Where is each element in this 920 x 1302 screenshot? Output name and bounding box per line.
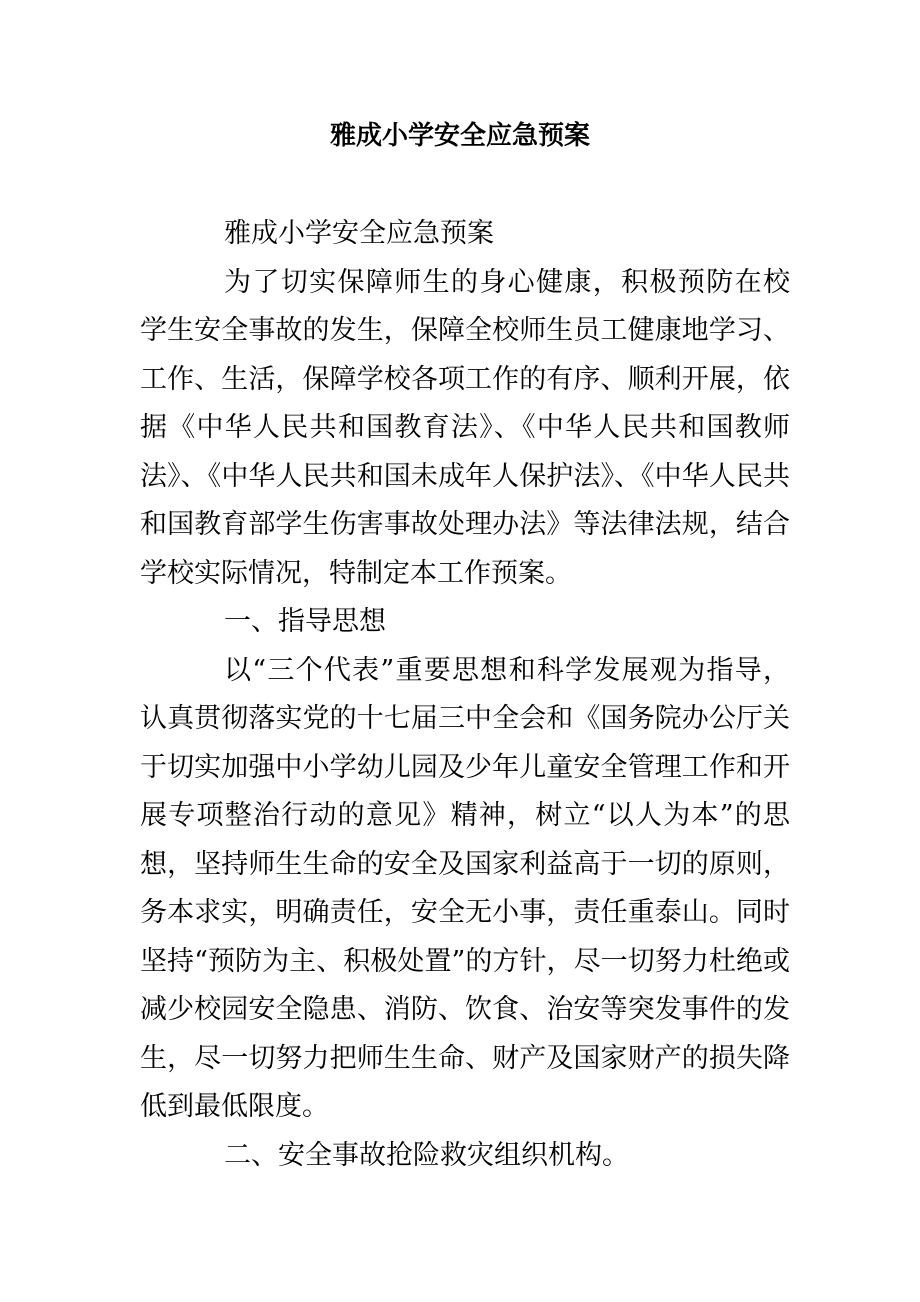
section-heading-guiding-ideology: 一、指导思想 [224, 606, 386, 637]
section-heading-organization: 二、安全事故抢险救灾组织机构。 [224, 1139, 629, 1171]
document-body [140, 210, 790, 1180]
document-title: 雅成小学安全应急预案 [329, 121, 590, 151]
paragraph-guiding-ideology: 以“三个代表”重要思想和科学发展观为指导，认真贯彻落实党的十七届三中全会和《国务院办公厅关于切实加强中小学幼儿园及少年儿童安全管理工作和开展专项整治行动的意见》精神，树立“以人为本”的思想，坚持师生生命的安全及国家利益高于一切的原则，务本求实，明确责任，安全无小事，责任重泰山。同时坚持“预防为主、积极处置”的方针，尽一切努力杜绝或减少校园安全隐患、消防、饮食、治安等突发事件的发生，尽一切努力把师生生命、财产及国家财产的损失降低到最低限度。 [140, 654, 790, 1122]
paragraph-introduction: 为了切实保障师生的身心健康，积极预防在校学生安全事故的发生，保障全校师生员工健康地学习、工作、生活，保障学校各项工作的有序、顺利开展，依据《中华人民共和国教育法》、《中华人民共和国教师法》、《中华人民共和国未成年人保护法》、《中华人民共和国教育部学生伤害事故处理办法》等法律法规，结合学校实际情况，特制定本工作预案。 [140, 266, 790, 589]
paragraph-subtitle: 雅成小学安全应急预案 [224, 218, 494, 249]
